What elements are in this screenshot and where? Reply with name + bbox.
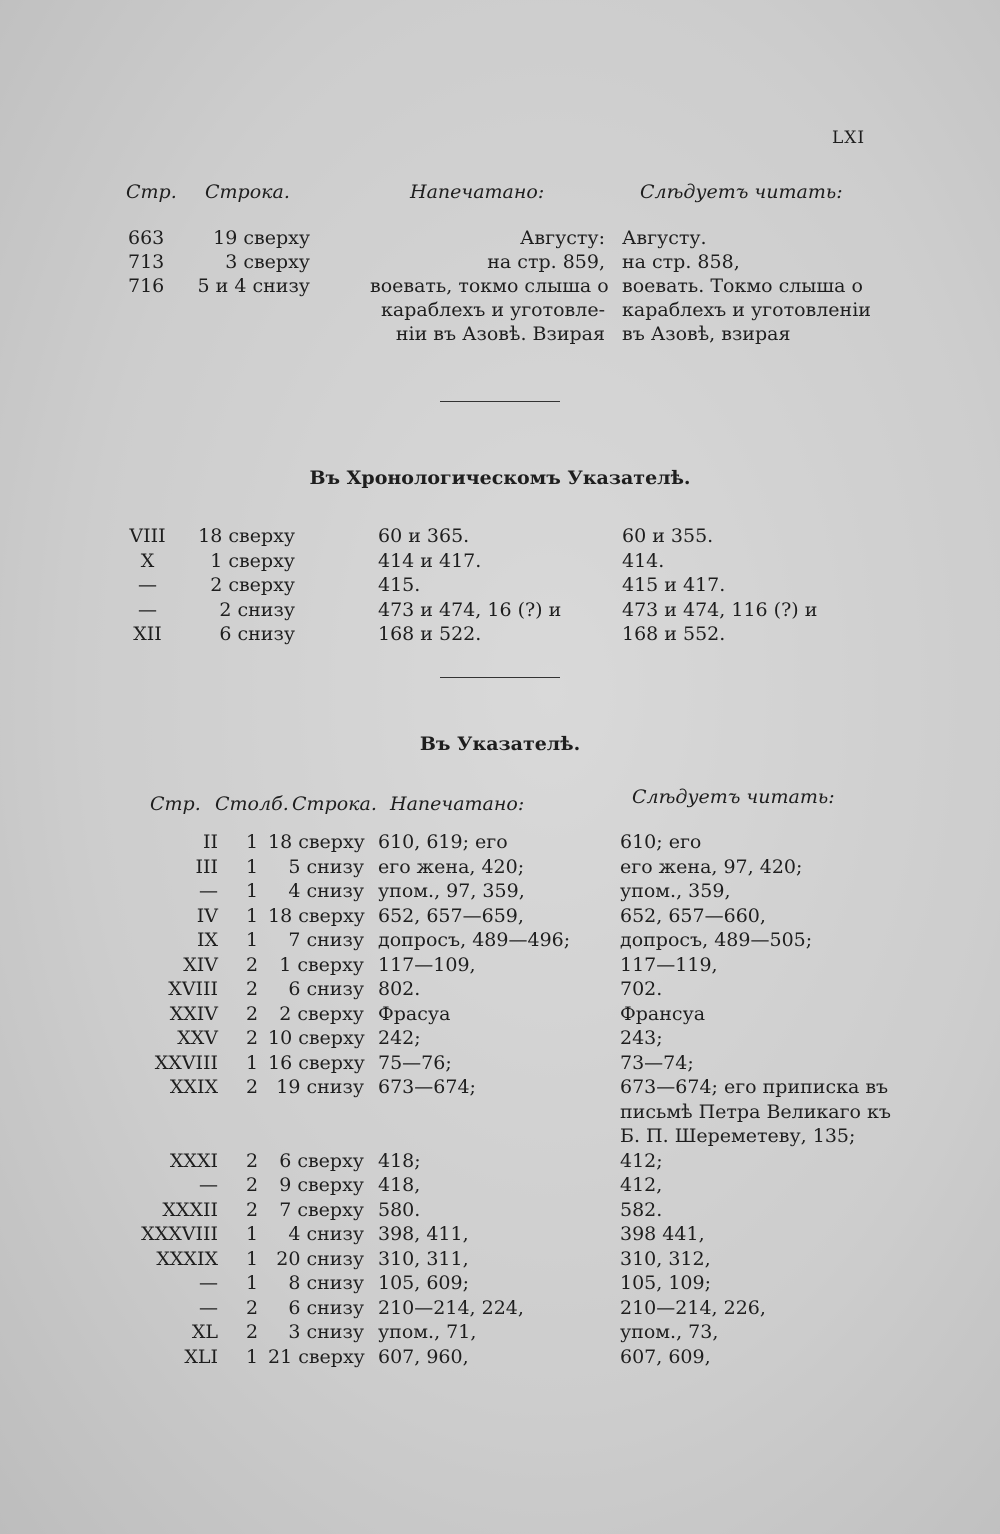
read-cell: допросъ, 489—505; bbox=[620, 929, 813, 951]
read-cell: письмѣ Петра Великаго къ bbox=[620, 1100, 891, 1123]
page-cell: VIII bbox=[129, 525, 166, 547]
printed-cell: 60 и 365. bbox=[378, 525, 470, 547]
read-cell: 652, 657—660, bbox=[620, 904, 766, 927]
line-cell: 18 сверху bbox=[198, 525, 295, 547]
header-page: Стр. bbox=[150, 793, 201, 815]
line-cell: 18 сверху bbox=[268, 831, 365, 853]
printed-cell: 418; bbox=[378, 1149, 421, 1172]
page-cell: XXXIX bbox=[156, 1247, 218, 1270]
page-cell: XXIV bbox=[169, 1002, 218, 1025]
read-cell: Августу. bbox=[622, 227, 707, 249]
column-cell: 1 bbox=[245, 929, 259, 951]
line-cell: 5 снизу bbox=[288, 855, 364, 878]
printed-cell: 75—76; bbox=[378, 1051, 452, 1074]
page-cell: XVIII bbox=[168, 978, 218, 1000]
line-cell: 8 снизу bbox=[288, 1272, 364, 1294]
header-read: Слѣдуетъ читать: bbox=[640, 181, 843, 203]
page-cell: XLI bbox=[184, 1345, 218, 1368]
column-cell: 2 bbox=[245, 953, 259, 976]
printed-cell: упом., 71, bbox=[378, 1321, 477, 1343]
page-cell: XL bbox=[191, 1321, 218, 1343]
printed-cell: 210—214, 224, bbox=[378, 1296, 524, 1319]
read-cell: 415 и 417. bbox=[622, 574, 726, 596]
printed-cell: нiи въ Азовѣ. Взирая bbox=[395, 323, 605, 345]
printed-cell: упом., 97, 359, bbox=[378, 880, 525, 902]
read-cell: 673—674; его приписка въ bbox=[620, 1076, 889, 1098]
column-cell: 2 bbox=[245, 1149, 259, 1172]
printed-cell: 610, 619; его bbox=[378, 831, 508, 853]
printed-cell: 652, 657—659, bbox=[378, 904, 524, 927]
read-cell: 414. bbox=[622, 549, 665, 572]
page-cell: XXXI bbox=[169, 1149, 218, 1172]
page-number: LXI bbox=[832, 128, 866, 148]
read-cell: 105, 109; bbox=[620, 1272, 712, 1294]
line-cell: 1 сверху bbox=[279, 953, 364, 976]
printed-cell: 607, 960, bbox=[378, 1345, 469, 1368]
printed-cell: 414 и 417. bbox=[378, 549, 482, 572]
printed-cell: караблехъ и уготовле- bbox=[381, 299, 605, 321]
read-cell: 412; bbox=[620, 1149, 663, 1172]
page-cell: 716 bbox=[128, 275, 165, 297]
read-cell: 610; его bbox=[620, 831, 702, 853]
column-cell: 1 bbox=[245, 1051, 259, 1074]
header-line: Строка. bbox=[205, 181, 290, 203]
column-cell: 2 bbox=[245, 1321, 259, 1343]
printed-cell: 398, 411, bbox=[378, 1223, 469, 1245]
line-cell: 1 сверху bbox=[210, 549, 295, 572]
printed-cell: его жена, 420; bbox=[378, 855, 525, 878]
page-cell: II bbox=[202, 831, 218, 853]
line-cell: 6 снизу bbox=[288, 978, 364, 1000]
line-cell: 6 сверху bbox=[279, 1149, 364, 1172]
page-cell: XXIX bbox=[169, 1076, 218, 1098]
page-cell: XXXVIII bbox=[141, 1223, 218, 1245]
header-line: Строка. bbox=[292, 793, 377, 815]
read-cell: 582. bbox=[620, 1198, 663, 1221]
header-printed: Напечатано: bbox=[410, 181, 545, 203]
column-cell: 2 bbox=[245, 1027, 259, 1049]
printed-cell: 168 и 522. bbox=[378, 623, 482, 645]
read-cell: 210—214, 226, bbox=[620, 1296, 766, 1319]
section-title-index: Въ Указателѣ. bbox=[419, 733, 581, 755]
column-cell: 2 bbox=[245, 1296, 259, 1319]
line-cell: 7 сверху bbox=[279, 1198, 364, 1221]
header-page: Стр. bbox=[126, 181, 177, 203]
column-cell: 1 bbox=[245, 904, 259, 927]
line-cell: 19 сверху bbox=[213, 227, 310, 249]
divider bbox=[440, 677, 560, 678]
column-cell: 1 bbox=[245, 855, 259, 878]
page-cell: XII bbox=[133, 623, 162, 645]
printed-cell: 310, 311, bbox=[378, 1247, 469, 1270]
printed-cell: 117—109, bbox=[378, 953, 476, 976]
read-cell: Б. П. Шереметеву, 135; bbox=[620, 1125, 856, 1147]
printed-cell: 802. bbox=[378, 978, 421, 1000]
read-cell: его жена, 97, 420; bbox=[620, 855, 803, 878]
printed-cell: Фрасуа bbox=[378, 1002, 451, 1025]
line-cell: 20 снизу bbox=[276, 1247, 364, 1270]
line-cell: 6 снизу bbox=[288, 1296, 364, 1319]
read-cell: 702. bbox=[620, 978, 663, 1000]
column-cell: 2 bbox=[245, 1198, 259, 1221]
printed-cell: 242; bbox=[378, 1027, 421, 1049]
divider bbox=[440, 401, 560, 402]
read-cell: 412, bbox=[620, 1174, 663, 1196]
read-cell: караблехъ и уготовленiи bbox=[622, 299, 871, 321]
read-cell: 398 441, bbox=[620, 1223, 705, 1245]
page-cell: XXV bbox=[177, 1027, 218, 1049]
read-cell: упом., 73, bbox=[620, 1321, 719, 1343]
page-cell: IV bbox=[196, 904, 218, 927]
line-cell: 4 снизу bbox=[288, 1223, 364, 1245]
line-cell: 3 сверху bbox=[225, 251, 310, 273]
line-cell: 4 снизу bbox=[288, 880, 364, 902]
column-cell: 2 bbox=[245, 978, 259, 1000]
column-cell: 1 bbox=[245, 880, 259, 902]
column-cell: 1 bbox=[245, 1223, 259, 1245]
read-cell: 473 и 474, 116 (?) и bbox=[622, 598, 818, 621]
line-cell: 10 сверху bbox=[268, 1027, 365, 1049]
printed-cell: 473 и 474, 16 (?) и bbox=[378, 598, 562, 621]
read-cell: упом., 359, bbox=[620, 880, 731, 902]
line-cell: 7 снизу bbox=[288, 929, 364, 951]
line-cell: 5 и 4 снизу bbox=[197, 275, 310, 297]
printed-cell: Августу: bbox=[520, 227, 605, 249]
read-cell: воевать. Токмо слыша о bbox=[622, 275, 863, 297]
column-cell: 2 bbox=[245, 1076, 259, 1098]
page-cell: — bbox=[199, 880, 218, 902]
read-cell: въ Азовѣ, взирая bbox=[622, 323, 791, 345]
read-cell: на стр. 858, bbox=[622, 251, 740, 273]
page-cell: XIV bbox=[183, 953, 218, 976]
printed-cell: 673—674; bbox=[378, 1076, 476, 1098]
page-cell: — bbox=[138, 574, 157, 596]
column-cell: 2 bbox=[245, 1002, 259, 1025]
page-cell: — bbox=[199, 1174, 218, 1196]
page-cell: — bbox=[138, 598, 157, 621]
line-cell: 21 сверху bbox=[268, 1345, 365, 1368]
page-cell: 663 bbox=[128, 227, 165, 249]
page-cell: III bbox=[195, 855, 218, 878]
read-cell: Франсуа bbox=[620, 1002, 706, 1025]
printed-cell: 418, bbox=[378, 1174, 421, 1196]
read-cell: 243; bbox=[620, 1027, 663, 1049]
line-cell: 2 сверху bbox=[279, 1002, 364, 1025]
page-cell: IX bbox=[196, 929, 218, 951]
column-cell: 1 bbox=[245, 1247, 259, 1270]
section-title-chronological: Въ Хронологическомъ Указателѣ. bbox=[309, 467, 691, 489]
header-column: Столб. bbox=[215, 793, 289, 815]
line-cell: 19 снизу bbox=[276, 1076, 364, 1098]
printed-cell: 415. bbox=[378, 574, 421, 596]
printed-cell: 580. bbox=[378, 1198, 421, 1221]
read-cell: 168 и 552. bbox=[622, 623, 726, 645]
column-cell: 2 bbox=[245, 1174, 259, 1196]
page-cell: 713 bbox=[128, 251, 165, 273]
read-cell: 310, 312, bbox=[620, 1247, 711, 1270]
printed-cell: воевать, токмо слыша о bbox=[370, 275, 609, 297]
read-cell: 60 и 355. bbox=[622, 525, 714, 547]
column-cell: 1 bbox=[245, 831, 259, 853]
printed-cell: 105, 609; bbox=[378, 1272, 470, 1294]
page-cell: XXXII bbox=[162, 1198, 218, 1221]
line-cell: 18 сверху bbox=[268, 904, 365, 927]
line-cell: 2 снизу bbox=[219, 598, 295, 621]
page-cell: X bbox=[140, 549, 155, 572]
printed-cell: на стр. 859, bbox=[487, 251, 605, 273]
page-cell: XXVIII bbox=[154, 1051, 218, 1074]
header-printed: Напечатано: bbox=[390, 793, 525, 815]
page-cell: — bbox=[199, 1296, 218, 1319]
column-cell: 1 bbox=[245, 1272, 259, 1294]
header-read: Слѣдуетъ читать: bbox=[632, 786, 835, 808]
read-cell: 117—119, bbox=[620, 953, 718, 976]
read-cell: 607, 609, bbox=[620, 1345, 711, 1368]
line-cell: 3 снизу bbox=[288, 1321, 364, 1343]
line-cell: 16 сверху bbox=[268, 1051, 365, 1074]
page-cell: — bbox=[199, 1272, 218, 1294]
line-cell: 9 сверху bbox=[279, 1174, 364, 1196]
printed-cell: допросъ, 489—496; bbox=[378, 929, 571, 951]
line-cell: 6 снизу bbox=[219, 623, 295, 645]
read-cell: 73—74; bbox=[620, 1051, 694, 1074]
column-cell: 1 bbox=[245, 1345, 259, 1368]
line-cell: 2 сверху bbox=[210, 574, 295, 596]
